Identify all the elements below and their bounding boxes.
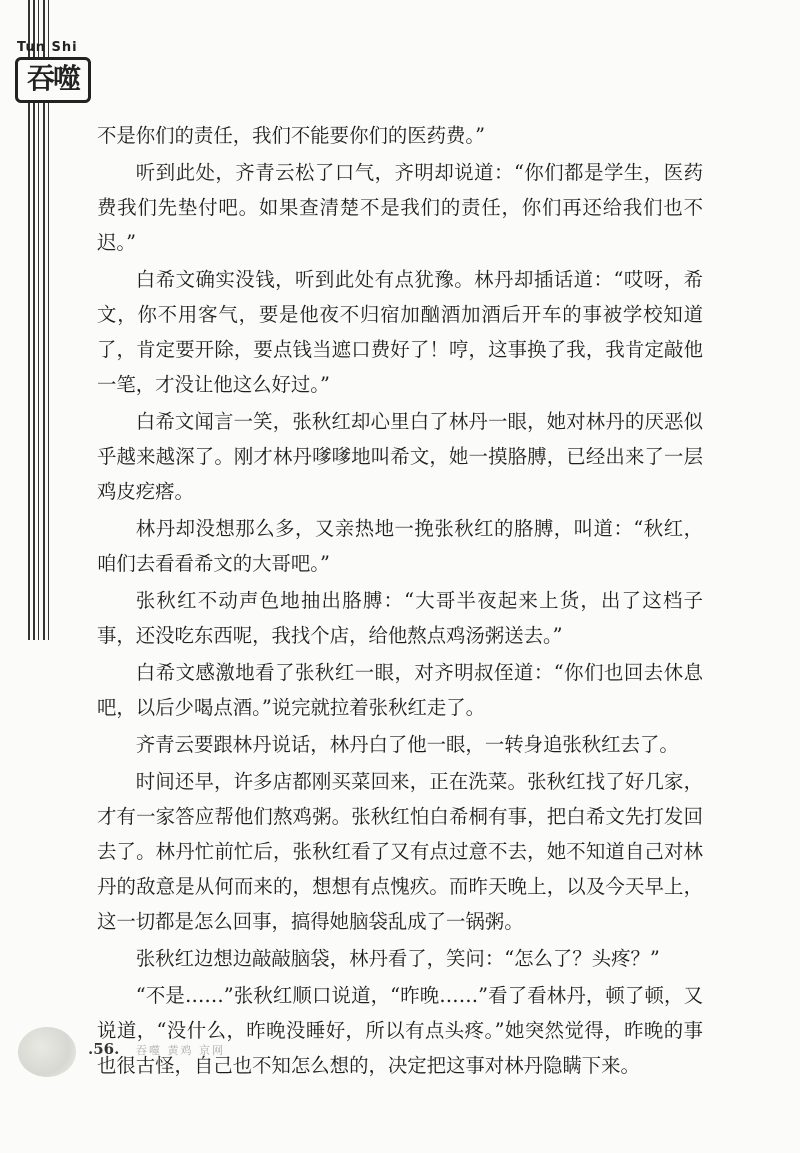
paragraph: 白希文确实没钱，听到此处有点犹豫。林丹却插话道：“哎呀，希文，你不用客气，要是他夜不归宿加酗酒加酒后开车的事被学校知道了，肯定要开除，要点钱当遮口费好了！哼，这事换了我，我肯定敲他一笔，才没让他这么好过。” xyxy=(97,268,703,396)
series-logo-chinese: 吞噬 xyxy=(15,57,91,103)
paragraph: 不是你们的责任，我们不能要你们的医药费。” xyxy=(97,124,486,147)
paragraph: 林丹却没想那么多，又亲热地一挽张秋红的胳膊，叫道：“秋红，咱们去看看希文的大哥吧。” xyxy=(97,517,703,575)
footer-series-text: 吞噬 黄鸡 京网 xyxy=(136,1044,225,1057)
page-number: .56. xyxy=(88,1040,120,1058)
paragraph: 齐青云要跟林丹说话，林丹白了他一眼，一转身追张秋红去了。 xyxy=(135,733,679,756)
paragraph: 白希文闻言一笑，张秋红却心里白了林丹一眼，她对林丹的厌恶似乎越来越深了。刚才林丹嗲嗲地叫希文，她一摸胳膊，已经出来了一层鸡皮疙瘩。 xyxy=(97,410,703,503)
paragraph: “不是……”张秋红顺口说道，“昨晚……”看了看林丹，顿了顿，又说道，“没什么，昨晚没睡好，所以有点头疼。”她突然觉得，昨晚的事也很古怪，自己也不知怎么想的，决定把这事对林丹隐瞒下来。 xyxy=(97,984,703,1077)
footer-ornament-icon xyxy=(18,1027,76,1077)
page-footer xyxy=(18,1022,318,1082)
series-logo-latin: Tun Shi xyxy=(17,40,78,55)
paragraph: 白希文感激地看了张秋红一眼，对齐明叔侄道：“你们也回去休息吧，以后少喝点酒。”说完就拉着张秋红走了。 xyxy=(97,661,703,719)
paragraph: 听到此处，齐青云松了口气，齐明却说道：“你们都是学生，医药费我们先垫付吧。如果查清楚不是我们的责任，你们再还给我们也不迟。” xyxy=(97,161,703,254)
paragraph: 张秋红边想边敲敲脑袋，林丹看了，笑问：“怎么了？头疼？” xyxy=(135,947,660,970)
paragraph: 张秋红不动声色地抽出胳膊：“大哥半夜起来上货，出了这档子事，还没吃东西呢，我找个店，给他熬点鸡汤粥送去。” xyxy=(97,589,703,647)
paragraph: 时间还早，许多店都刚买菜回来，正在洗菜。张秋红找了好几家，才有一家答应帮他们熬鸡粥。张秋红怕白希桐有事，把白希文先打发回去了。林丹忙前忙后，张秋红看了又有点过意不去，她不知道自己对林丹的敌意是从何而来的，想想有点愧疚。而昨天晚上，以及今天早上，这一切都是怎么回事，搞得她脑袋乱成了一锅粥。 xyxy=(97,770,703,933)
body-text xyxy=(97,118,703,1085)
